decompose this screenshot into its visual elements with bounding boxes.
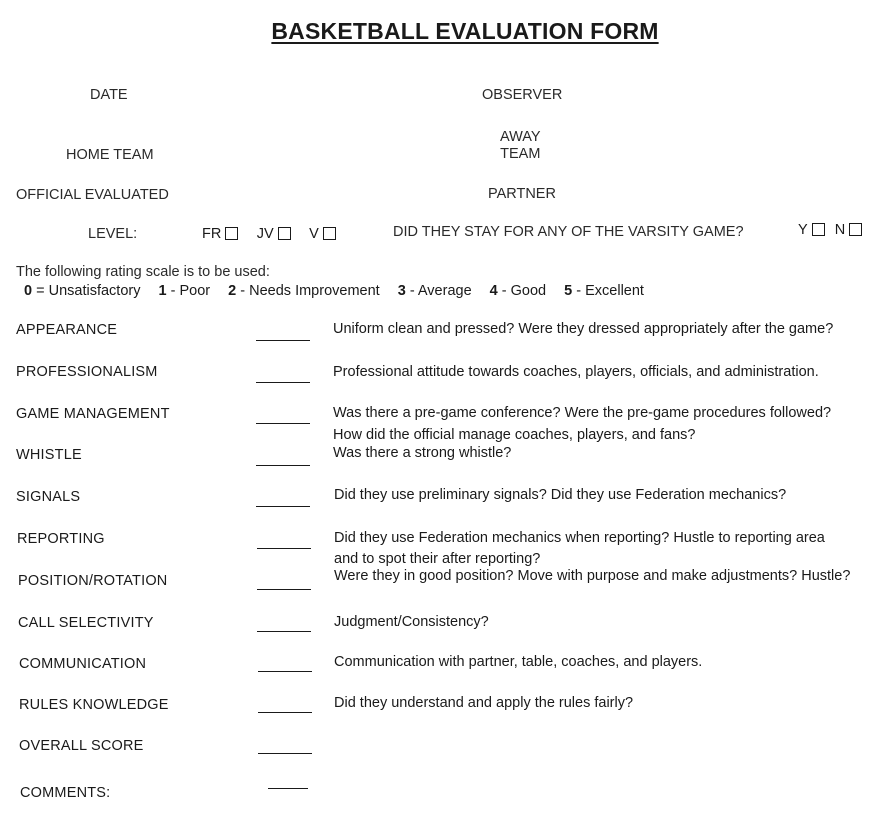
desc-rules-knowledge: Did they understand and apply the rules fairly?: [334, 695, 634, 711]
scale-item-1: [159, 283, 211, 299]
level-option-v[interactable]: [309, 226, 336, 242]
score-blank-professionalism[interactable]: [256, 382, 310, 383]
varsity-yes-no: [798, 222, 862, 238]
desc-game-management-2: How did the official manage coaches, players, and fans?: [333, 427, 696, 443]
no-label: N: [834, 222, 846, 238]
scale-text: = Unsatisfactory: [36, 283, 141, 299]
scale-item-0: [24, 283, 140, 299]
scale-num: 5: [564, 283, 573, 299]
scale-item-3: [398, 283, 472, 299]
desc-reporting-2: and to spot their after reporting?: [334, 551, 541, 567]
scale-num: 2: [228, 283, 237, 299]
score-blank-whistle[interactable]: [256, 465, 310, 466]
home-team-label: HOME TEAM: [66, 147, 154, 163]
desc-signals: Did they use preliminary signals? Did they use Federation mechanics?: [334, 487, 787, 503]
desc-reporting: Did they use Federation mechanics when reporting? Hustle to reporting area: [334, 530, 825, 546]
fr-checkbox[interactable]: [225, 227, 238, 240]
level-option-jv[interactable]: [257, 226, 291, 242]
criterion-overall-score: OVERALL SCORE: [19, 738, 144, 754]
observer-label: OBSERVER: [482, 87, 563, 103]
score-blank-signals[interactable]: [256, 506, 310, 507]
desc-appearance: Uniform clean and pressed? Were they dressed appropriately after the game?: [333, 321, 834, 337]
level-option-jv-label: JV: [256, 226, 274, 242]
desc-communication: Communication with partner, table, coaches, and players.: [334, 654, 703, 670]
no-checkbox[interactable]: [849, 223, 862, 236]
scale-text: - Needs Improvement: [240, 283, 380, 299]
score-blank-rules-knowledge[interactable]: [258, 712, 312, 713]
comments-blank[interactable]: [268, 788, 308, 789]
desc-position-rotation: Were they in good position? Move with purpose and make adjustments? Hustle?: [334, 568, 851, 584]
scale-text: - Poor: [170, 283, 211, 299]
score-blank-call-selectivity[interactable]: [257, 631, 311, 632]
jv-checkbox[interactable]: [278, 227, 291, 240]
criterion-communication: COMMUNICATION: [19, 656, 147, 672]
criterion-game-management: GAME MANAGEMENT: [16, 406, 170, 422]
scale-num: 1: [158, 283, 167, 299]
criterion-whistle: WHISTLE: [16, 447, 82, 463]
scale-text: - Average: [409, 283, 472, 299]
criterion-rules-knowledge: RULES KNOWLEDGE: [19, 697, 169, 713]
score-blank-reporting[interactable]: [257, 548, 311, 549]
scale-num: 3: [397, 283, 406, 299]
scale-text: - Excellent: [576, 283, 644, 299]
criterion-position-rotation: POSITION/ROTATION: [18, 573, 168, 589]
partner-label: PARTNER: [488, 186, 556, 202]
desc-professionalism: Professional attitude towards coaches, players, officials, and administration.: [333, 364, 819, 380]
criterion-professionalism: PROFESSIONALISM: [16, 364, 158, 380]
score-blank-overall[interactable]: [258, 753, 312, 754]
scale-intro: The following rating scale is to be used:: [16, 264, 270, 280]
official-evaluated-label: OFFICIAL EVALUATED: [16, 187, 169, 203]
v-checkbox[interactable]: [323, 227, 336, 240]
criterion-appearance: APPEARANCE: [16, 322, 118, 338]
level-label: LEVEL:: [88, 226, 138, 242]
desc-whistle: Was there a strong whistle?: [333, 445, 512, 461]
scale-num: 0: [24, 283, 33, 299]
scale-item-5: [564, 283, 644, 299]
level-option-fr-label: FR: [202, 226, 222, 242]
comments-label: COMMENTS:: [20, 785, 111, 801]
varsity-question: DID THEY STAY FOR ANY OF THE VARSITY GAME?: [393, 224, 744, 240]
desc-call-selectivity: Judgment/Consistency?: [334, 614, 489, 630]
level-option-fr[interactable]: [202, 226, 238, 242]
yes-label: Y: [798, 222, 808, 238]
form-title: BASKETBALL EVALUATION FORM: [271, 18, 659, 44]
criterion-reporting: REPORTING: [17, 531, 105, 547]
criterion-signals: SIGNALS: [16, 489, 81, 505]
criterion-call-selectivity: CALL SELECTIVITY: [18, 615, 154, 631]
date-label: DATE: [90, 87, 128, 103]
level-options: [202, 225, 350, 243]
scale-num: 4: [489, 283, 498, 299]
scale-item-2: [228, 283, 380, 299]
away-team-label-line1: AWAY: [500, 129, 541, 145]
score-blank-game-management[interactable]: [256, 423, 310, 424]
away-team-label-line2: TEAM: [500, 146, 541, 162]
no-option[interactable]: [835, 222, 862, 238]
score-blank-position-rotation[interactable]: [257, 589, 311, 590]
yes-option[interactable]: [798, 222, 825, 238]
yes-checkbox[interactable]: [812, 223, 825, 236]
score-blank-appearance[interactable]: [256, 340, 310, 341]
scale-text: - Good: [501, 283, 547, 299]
scale-item-4: [490, 283, 546, 299]
away-team-label: [500, 129, 541, 163]
score-blank-communication[interactable]: [258, 671, 312, 672]
level-option-v-label: V: [309, 226, 319, 242]
rating-scale: [24, 283, 658, 299]
desc-game-management: Was there a pre-game conference? Were the pre-game procedures followed?: [333, 405, 832, 421]
